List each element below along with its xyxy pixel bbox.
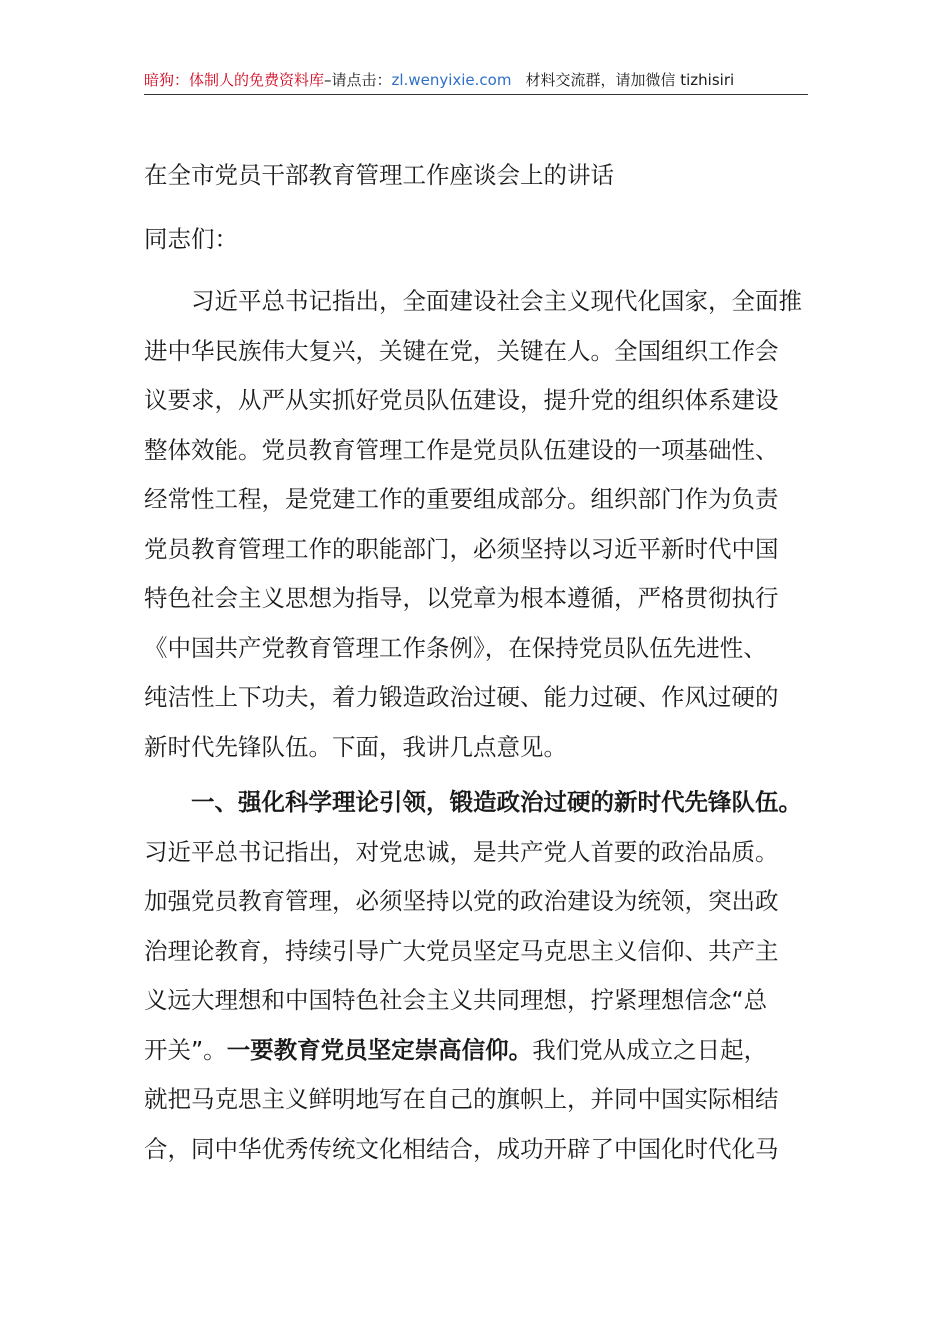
paragraph-line: 特色社会主义思想为指导，以党章为根本遵循，严格贯彻执行 [144,584,779,612]
line-start: 开关”。 [144,1035,227,1064]
paragraph-line: 就把马克思主义鲜明地写在自己的旗帜上，并同中国实际相结 [144,1085,779,1113]
paragraph-line: 新时代先锋队伍。下面，我讲几点意见。 [144,732,567,761]
header-url-link[interactable]: zl.wenyixie.com [391,71,512,89]
paragraph-intro [144,277,808,772]
paragraph-line: 整体效能。党员教育管理工作是党员队伍建设的一项基础性、 [144,435,779,464]
page-header [144,70,808,95]
section-heading-text: 一、强化科学理论引领，锻造政治过硬的新时代先锋队伍。 [191,788,802,816]
paragraph-line: 合，同中华优秀传统文化相结合，成功开辟了中国化时代化马 [144,1134,779,1163]
paragraph-line: 党员教育管理工作的职能部门，必须坚持以习近平新时代中国 [144,534,779,563]
paragraph-line-mixed [144,1026,808,1076]
paragraph-section-1 [144,778,808,1174]
paragraph-line: 加强党员教育管理，必须坚持以党的政治建设为统领，突出政 [144,887,779,915]
paragraph-line: 《中国共产党教育管理工作条例》，在保持党员队伍先进性、 [144,633,767,662]
paragraph-line: 治理论教育，持续引导广大党员坚定马克思主义信仰、共产主 [144,936,779,965]
header-click-prompt: –请点击： [324,71,392,89]
paragraph-line: 经常性工程，是党建工作的重要组成部分。组织部门作为负责 [144,485,779,513]
paragraph-line: 习近平总书记指出，对党忠诚，是共产党人首要的政治品质。 [144,837,779,866]
section-heading [144,778,808,828]
greeting: 同志们： [144,225,238,253]
paragraph-line: 议要求，从严从实抓好党员队伍建设，提升党的组织体系建设 [144,386,779,414]
paragraph-line: 义远大理想和中国特色社会主义共同理想，拧紧理想信念“总 [144,986,768,1014]
header-brand: 暗狗：体制人的免费资料库 [144,71,325,89]
line-end: 我们党从成立之日起， [532,1035,768,1064]
document-title: 在全市党员干部教育管理工作座谈会上的讲话 [144,161,614,189]
paragraph-line: 习近平总书记指出，全面建设社会主义现代化国家，全面推 [191,287,802,315]
paragraph-line: 纯洁性上下功夫，着力锻造政治过硬、能力过硬、作风过硬的 [144,683,779,711]
header-group-note: 材料交流群，请加微信 tizhisiri [525,71,735,89]
paragraph-line: 进中华民族伟大复兴，关键在党，关键在人。全国组织工作会 [144,336,779,365]
bold-point: 一要教育党员坚定崇高信仰。 [226,1035,533,1064]
